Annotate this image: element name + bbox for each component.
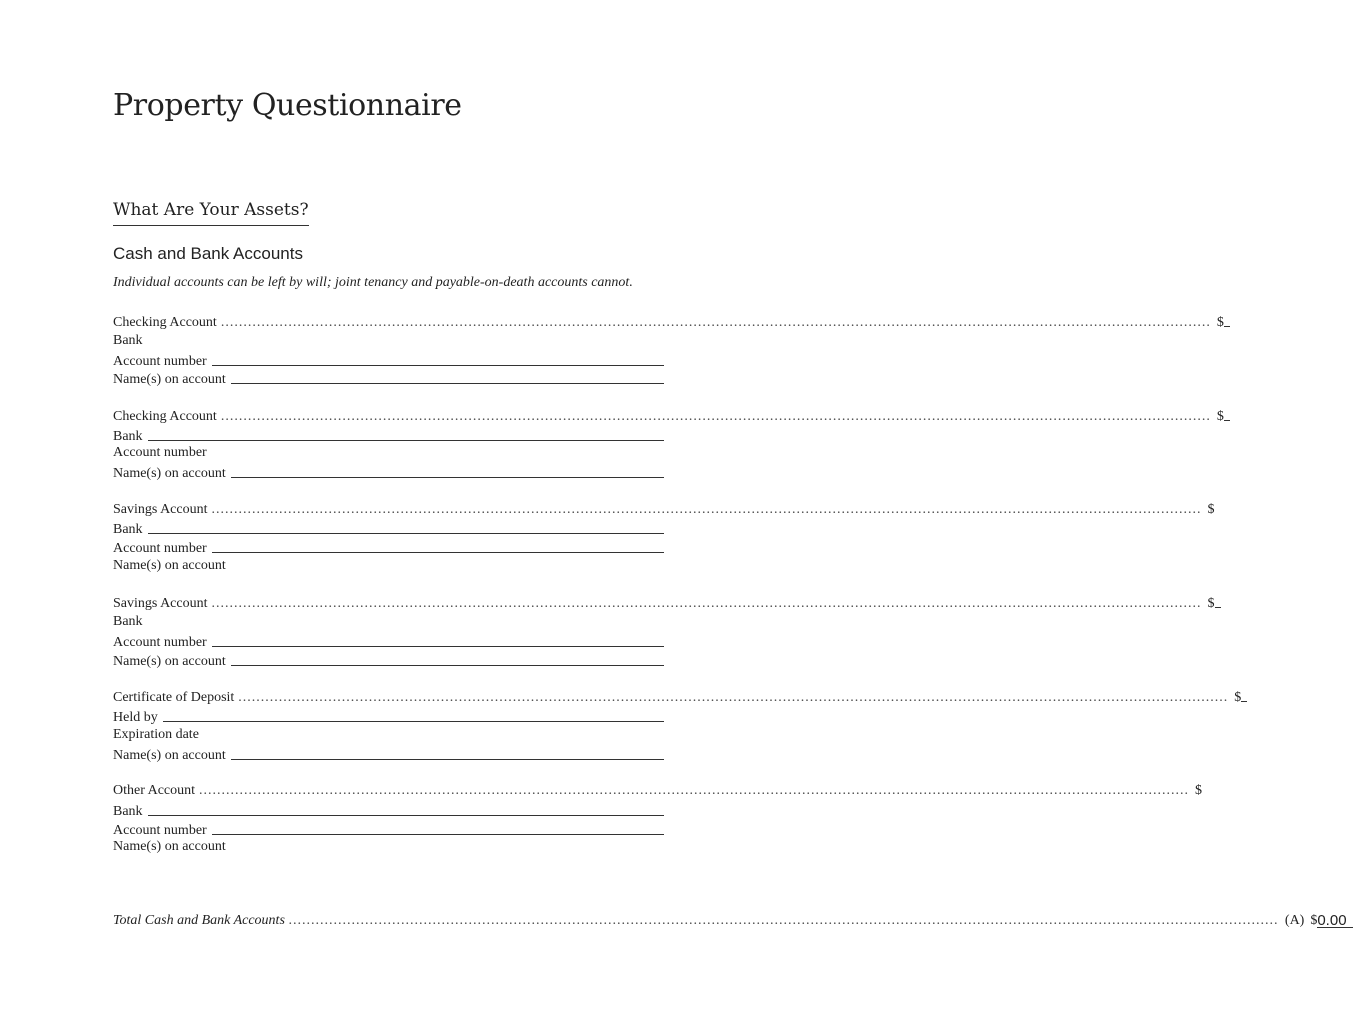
field-row [113,425,664,444]
field-row [113,350,664,369]
account-row [113,781,1203,800]
leader-dots: ............................................................................................................................................................................................................................ [238,690,1229,706]
currency-symbol: $ [1195,783,1203,798]
assets-subheading: What Are Your Assets? [113,200,309,226]
amount-field[interactable] [1224,313,1230,327]
fill-in-field[interactable] [231,651,664,666]
amount-field[interactable] [1241,688,1247,702]
fill-in-field[interactable] [212,351,664,366]
amount-field[interactable] [1215,594,1221,608]
field-label: Bank [113,614,143,630]
field-label: Account number [113,353,207,369]
currency-symbol: $ [1216,408,1224,424]
field-row [113,725,664,744]
leader-dots: ............................................................................................................................................................................................................................ [288,913,1279,928]
account-type-label: Savings Account [113,501,208,517]
page-title: Property Questionnaire [113,88,462,123]
currency-symbol: $ [1234,690,1242,706]
field-row [113,443,664,462]
field-row [113,706,664,725]
fill-in-field[interactable] [212,538,664,553]
field-row [113,331,664,350]
account-type-label: Checking Account [113,408,217,424]
account-type-label: Checking Account [113,315,217,330]
fill-in-field[interactable] [148,801,664,816]
fill-in-field[interactable] [212,632,664,647]
currency-symbol: $ [1207,501,1215,517]
leader-dots: ............................................................................................................................................................................................................................ [211,501,1202,517]
leader-dots: ............................................................................................................................................................................................................................ [220,315,1211,330]
account-row [113,406,1224,425]
field-label: Account number [113,635,207,650]
field-row [113,537,664,556]
account-row [113,593,1215,612]
account-row [113,687,1242,706]
section-note: Individual accounts can be left by will; joint tenancy and payable-on-death accounts cannot. [113,275,633,290]
fill-in-field[interactable] [163,707,664,722]
field-row [113,462,664,481]
field-label: Account number [113,445,207,461]
field-label: Name(s) on account [113,558,226,573]
amount-field[interactable] [1224,407,1230,421]
fill-in-field[interactable] [212,820,664,835]
leader-dots: ............................................................................................................................................................................................................................ [199,783,1190,798]
field-label: Bank [113,332,143,348]
field-label: Name(s) on account [113,747,226,763]
fill-in-field[interactable] [148,519,664,534]
currency-symbol: $ [1310,913,1318,928]
field-label: Expiration date [113,726,199,742]
account-type-label: Savings Account [113,596,208,612]
fill-in-field[interactable] [231,745,664,760]
currency-symbol: $ [1216,315,1224,330]
field-label: Bank [113,803,143,819]
leader-dots: ............................................................................................................................................................................................................................ [211,596,1202,612]
field-row [113,631,664,650]
fill-in-field[interactable] [148,426,664,441]
field-label: Name(s) on account [113,372,226,388]
section-title: Cash and Bank Accounts [113,244,303,263]
field-label: Held by [113,710,158,725]
field-label: Name(s) on account [113,466,226,482]
account-type-label: Certificate of Deposit [113,690,235,706]
leader-dots: ............................................................................................................................................................................................................................ [220,408,1211,424]
field-row [113,518,664,537]
field-row [113,650,664,669]
field-row [113,612,664,631]
field-row [113,837,664,856]
field-label: Bank [113,428,143,444]
field-row [113,744,664,763]
account-type-label: Other Account [113,783,196,798]
currency-symbol: $ [1207,596,1215,612]
account-row [113,500,1215,519]
field-label: Account number [113,822,207,838]
field-row [113,556,664,575]
field-label: Name(s) on account [113,839,226,855]
field-label: Bank [113,522,143,538]
total-label: Total Cash and Bank Accounts [113,913,285,928]
field-label: Name(s) on account [113,653,226,669]
fill-in-field[interactable] [231,369,664,384]
field-row [113,368,664,387]
fill-in-field[interactable] [231,463,664,478]
total-row [113,911,1347,930]
account-row [113,312,1224,331]
field-row [113,800,664,819]
total-marker: (A) [1284,913,1305,928]
total-amount-field[interactable]: 0.00 [1317,914,1352,928]
field-row [113,819,664,838]
field-label: Account number [113,541,207,557]
